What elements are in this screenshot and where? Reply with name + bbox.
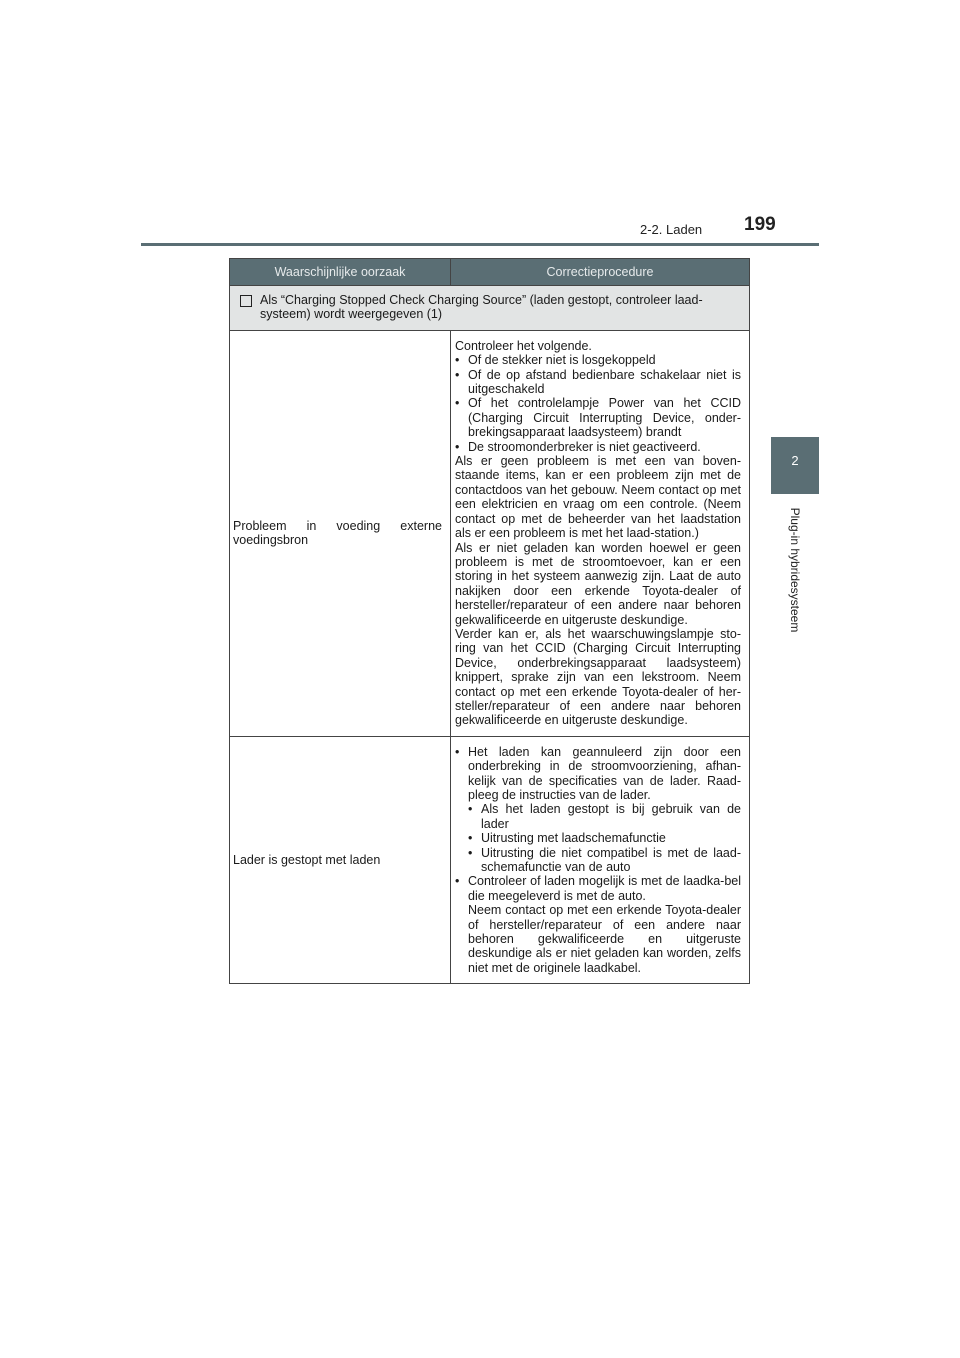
section-title: 2-2. Laden [640, 222, 703, 237]
table-row [230, 736, 750, 984]
bullet-icon: • [455, 439, 460, 454]
procedure-paragraph: Als er niet geladen kan worden hoewel er geen probleem is met de stroomtoevoer, kan er een storing in het systeem aanwezig zijn. Laat de auto nakijken door een erkende Toyota-dealer of hersteller/reparateur of een andere naar behoren gekwalificeerde en uitgeruste deskundige. [455, 540, 741, 627]
condition-cell [230, 286, 750, 331]
list-item: • Of het controlelampje Power van het CCID (Charging Circuit Interrupting Device, onder-brekingsapparaat laadsysteem) brandt [455, 396, 741, 440]
condition-row [230, 286, 750, 331]
column-header-cause: Waarschijnlijke oorzaak [230, 259, 451, 286]
list-item: • Of de stekker niet is losgekoppeld [455, 353, 656, 368]
list-item: • Uitrusting met laadschemafunctie [468, 831, 666, 846]
bullet-icon: • [468, 831, 473, 846]
list-item: • Als het laden gestopt is bij gebruik van de lader [468, 802, 741, 831]
bullet-icon: • [455, 353, 460, 368]
checkbox-icon [240, 295, 252, 307]
cause-cell: Probleem in voeding externe voedingsbron [230, 330, 451, 736]
cause-cell: Lader is gestopt met laden [230, 736, 451, 984]
procedure-paragraph: Verder kan er, als het waarschuwingslampje sto-ring van het CCID (Charging Circuit Interrupting Device, onderbrekingsapparaat laadsysteem) knippert, sprake zijn van een lekstroom. Neem contact op met een erkende Toyota-dealer of her-steller/reparateur of een andere naar behoren gekwalificeerde en uitgeruste deskundige. [455, 626, 741, 728]
table-row [230, 330, 750, 736]
list-item: • Het laden kan geannuleerd zijn door een onderbreking in de stroomvoorziening, afhan-kelijk van de specificaties van de lader. Raad-pleeg de instructies van de lader. [455, 744, 741, 802]
table-header-row [230, 259, 750, 286]
list-item: • Controleer of laden mogelijk is met de laadka-bel die meegeleverd is met de auto. [455, 874, 741, 903]
condition-text: Als “Charging Stopped Check Charging Source” (laden gestopt, controleer laad-systeem) wordt weergegeven (1) [260, 293, 703, 322]
bullet-icon: • [455, 744, 460, 759]
procedure-paragraph: Als er geen probleem is met een van boven-staande items, kan er een probleem zijn met de contactdoos van het gebouw. Neem contact op met een elektricien en vraag om een controle. (Neem contact op met de beheerder van het laadstation als er een probleem is met het laad-station.) [455, 454, 741, 541]
procedure-intro: Controleer het volgende. [455, 338, 592, 353]
chapter-label: Plug-in hybridesysteem [788, 507, 802, 633]
troubleshooting-table [229, 258, 750, 984]
bullet-icon: • [455, 396, 460, 411]
bullet-icon: • [468, 845, 473, 860]
list-item: • De stroomonderbreker is niet geactiveerd. [455, 439, 701, 454]
header-rule [141, 243, 819, 246]
bullet-icon: • [455, 367, 460, 382]
list-item: • Of de op afstand bedienbare schakelaar niet is uitgeschakeld [455, 367, 741, 397]
page-number: 199 [744, 214, 776, 235]
bullet-icon: • [468, 802, 473, 817]
column-header-procedure: Correctieprocedure [451, 259, 750, 286]
procedure-cell [451, 736, 750, 984]
procedure-cell [451, 330, 750, 736]
list-item: • Uitrusting die niet compatibel is met de laad-schemafunctie van de auto [468, 845, 741, 875]
sub-list [455, 802, 741, 874]
list-item-continuation: Neem contact op met een erkende Toyota-dealer of hersteller/reparateur of een andere naar behoren gekwalificeerde en uitgeruste deskundige als er niet geladen kan worden, zelfs niet met de originele laadkabel. [468, 903, 741, 975]
chapter-tab: 2 [771, 437, 819, 494]
bullet-icon: • [455, 874, 460, 889]
